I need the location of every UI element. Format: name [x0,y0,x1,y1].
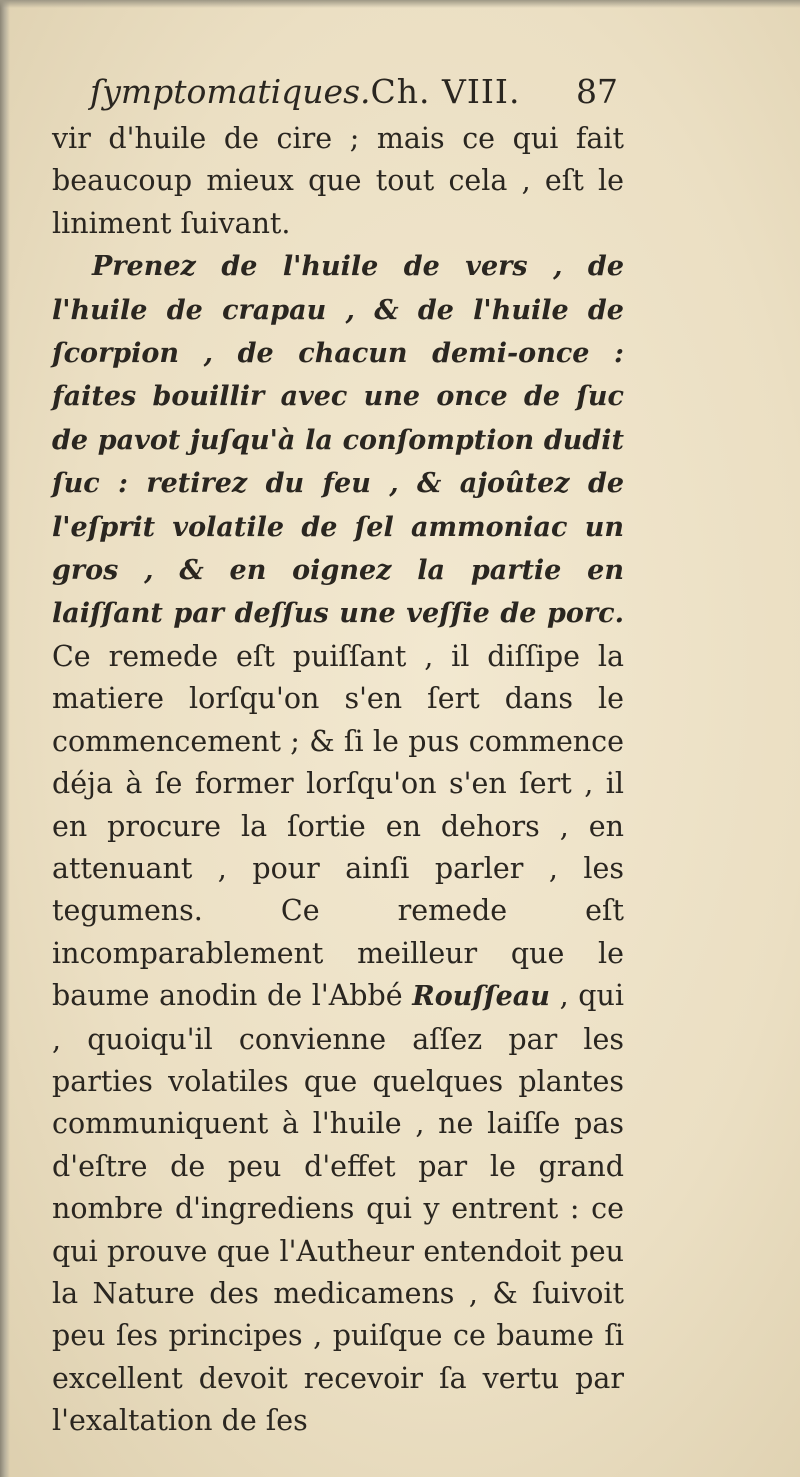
running-head-chapter: Ch. VIII. [370,72,521,111]
paragraph-2-text-2: , qui , quoiqu'il convienne aſſez par les parties volatiles que quelques plantes communiquent à l'huile , ne laiſſe pas d'eſtre de peu d'effet par le grand nombre d'ingrediens qui y entrent : ce qui prouve que l'Autheur entendoit peu la Nature des medicamens , & ſuivoit peu ſes principes , puiſque ce baume ſi excellent devoit recevoir ſa vertu par l'exaltation de ſes [52,979,624,1438]
paragraph-2 [52,245,624,1442]
paragraph-2-text-1: Ce remede eſt puiſſant , il diſſipe la matiere lorſqu'on s'en ſert dans le commencement ; & ſi le pus commence déja à ſe former lorſqu'on s'en ſert , il en procure la ſortie en dehors , en attenuant , pour ainſi parler , les tegumens. Ce remede eſt incomparablement meilleur que le baume anodin de l'Abbé [52,639,624,1013]
page-top-edge [0,0,800,8]
author-name: Rouſſeau [412,981,550,1013]
page-left-edge [0,0,10,1477]
running-head [52,66,624,118]
paragraph-1: vir d'huile de cire ; mais ce qui fait beaucoup mieux que tout cela , eſt le liniment ſuivant. [52,122,624,240]
page-number: 87 [576,72,618,111]
text-block [52,66,624,1443]
running-head-title: ſymptomatiques. [90,72,371,111]
body-text [52,118,624,1443]
recipe-text: Prenez de l'huile de vers , de l'huile de crapau , & de l'huile de ſcorpion , de chacun demi-once : faites bouillir avec une once de ſuc de pavot juſqu'à la conſomption dudit ſuc : retirez du feu , & ajoûtez de l'eſprit volatile de ſel ammoniac un gros , & en oignez la partie en laiſſant par deſſus une veſſie de porc. [52,251,624,630]
